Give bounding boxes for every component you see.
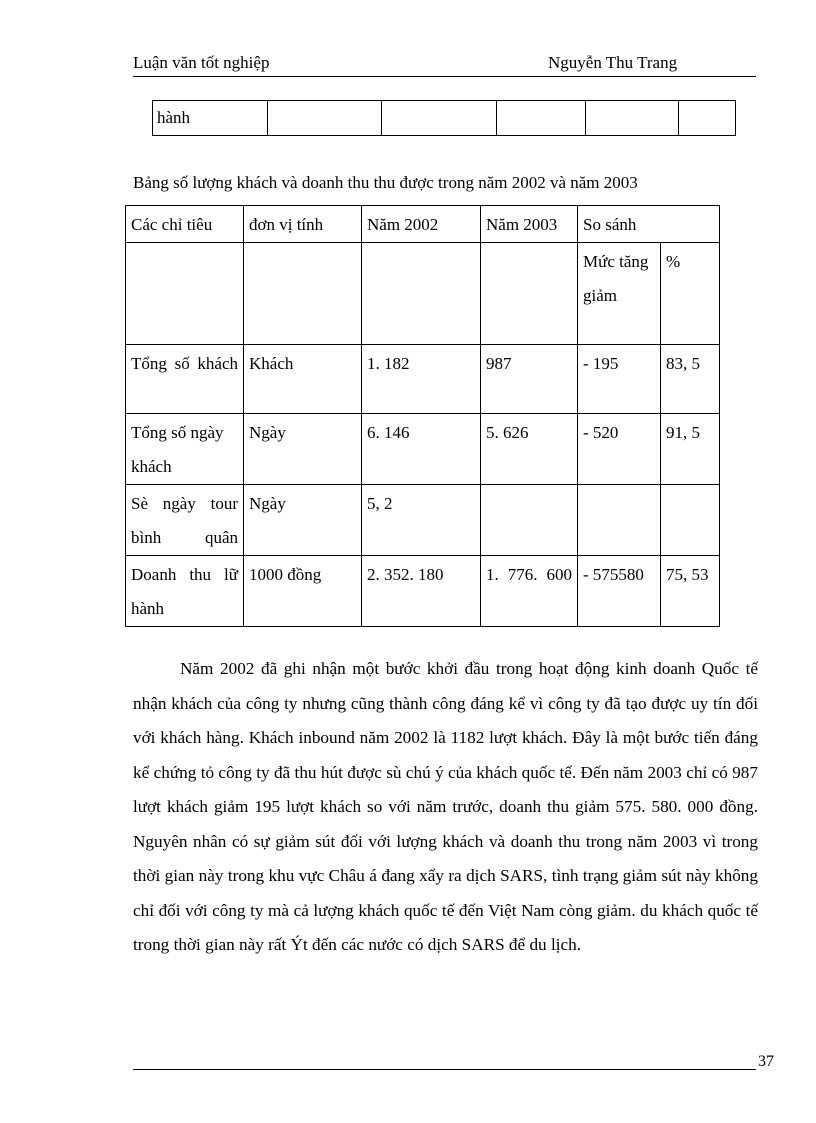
row-2002: 5, 2 [362,485,481,556]
table-cell [679,101,736,136]
table-cell [497,101,586,136]
table-row [126,485,720,556]
table-row [153,101,736,136]
row-unit: 1000 đồng [244,556,362,627]
header-rule [133,76,756,77]
row-unit: Ngày [244,414,362,485]
table-header-row [126,206,720,243]
header-unit: đơn vị tính [244,206,362,243]
row-2002: 1. 182 [362,345,481,414]
header-change: Mức tăng giảm [578,243,661,345]
table-row [126,414,720,485]
row-criteria: Tổng số ngày khách [126,414,244,485]
header-author-name: Nguyễn Thu Trang [548,53,678,72]
row-criteria: Sè ngày tour bình quân [126,485,244,556]
row-percent: 83, 5 [661,345,720,414]
row-percent: 91, 5 [661,414,720,485]
row-change: - 520 [578,414,661,485]
table-cell [126,243,244,345]
row-change [578,485,661,556]
row-2002: 2. 352. 180 [362,556,481,627]
row-percent: 75, 53 [661,556,720,627]
table-cell [268,101,382,136]
table-subheader-row [126,243,720,345]
header-compare: So sánh [578,206,720,243]
row-criteria: Doanh thu lữ hành [126,556,244,627]
header-criteria: Các chỉ tiêu [126,206,244,243]
footer-rule [133,1069,756,1070]
table-cell [481,243,578,345]
table-cell [244,243,362,345]
table-cell [586,101,679,136]
row-unit: Ngày [244,485,362,556]
row-unit: Khách [244,345,362,414]
body-paragraph: Năm 2002 đã ghi nhận một bước khởi đầu trong hoạt động kinh doanh Quốc tế nhận khách của công ty nhưng cũng thành công đáng kể vì công ty đã tạo được uy tín đối với khách hàng. Khách inbound năm 2002 là 1182 lượt khách. Đây là một bước tiến đáng kể chứng tỏ công ty đã thu hút được sù chú ý của khách quốc tế. Đến năm 2003 chỉ có 987 lượt khách giảm 195 lượt khách so với năm trước, doanh thu giảm 575. 580. 000 đồng. Nguyên nhân có sự giảm sút đối với lượng khách và doanh thu trong năm 2003 vì trong thời gian này trong khu vực Châu á đang xẩy ra dịch SARS, tình trạng giảm sút này không chỉ đối với công ty mà cả lượng khách quốc tế đến Việt Nam còng giảm. du khách quốc tế trong thời gian này rất Ýt đến các nước có dịch SARS để du lịch. [133,659,758,954]
table-row [126,345,720,414]
table-cell [362,243,481,345]
row-criteria: Tổng số khách [126,345,244,414]
table-cell: hành [153,101,268,136]
continued-table [152,100,736,136]
row-change: - 575580 [578,556,661,627]
table-caption: Bảng số lượng khách và doanh thu thu được trong năm 2002 và năm 2003 [133,173,638,192]
header-percent: % [661,243,720,345]
header-thesis-title: Luận văn tốt nghiệp [133,53,270,72]
header-year-2003: Năm 2003 [481,206,578,243]
table-row [126,556,720,627]
statistics-table [125,205,720,627]
row-2003 [481,485,578,556]
row-2003: 1. 776. 600 [481,556,578,627]
page-number: 37 [758,1053,774,1070]
row-2003: 987 [481,345,578,414]
row-2003: 5. 626 [481,414,578,485]
row-2002: 6. 146 [362,414,481,485]
table-cell [382,101,497,136]
row-percent [661,485,720,556]
row-change: - 195 [578,345,661,414]
header-year-2002: Năm 2002 [362,206,481,243]
